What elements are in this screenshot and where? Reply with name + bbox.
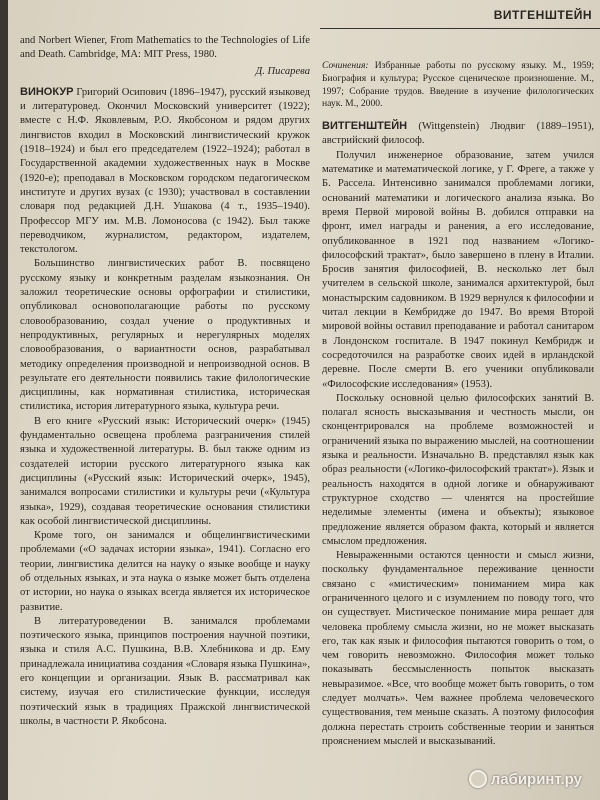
entry-wittgenstein-intro <box>322 119 594 149</box>
vinokur-paragraph: Большинство лингвистических работ В. посвящено русскому языку и конкретным разделам языкознания. Он заложил теоретические основы орфографии и стилистики, опубликовал основополагающие работы по русскому словообразованию, создал учение о продуктивных и непродуктивных, регулярных и нерегулярных моделях словообразования, о вариантности основ, разрабатывал методику определения производной и непроизводной основ. В результате его деятельности появились такие филологические дисциплины, как нормативная стилистика, историческая стилистика, история литературного языка, культура речи. <box>20 258 310 413</box>
works-text: Избранные работы по русскому языку. М., 1959; Биография и культура; Русское сценическое произношение. М., 1997; Собрание трудов. Введение в изучение филологических наук. М., 2000. <box>322 60 595 110</box>
entry-vinokur-intro <box>20 85 310 258</box>
wittgenstein-paragraph: Невыраженными остаются ценности и смысл жизни, поскольку фундаментальное переживание ценности связано с «мистическим» пониманием мира как ограниченного целого и с изумлением по поводу того, что он существует. Мистическое понимание мира решает для человека проблему смысла жизни, но не может высказать его, так как язык и философия пытаются говорить о том, о чем говорить невозможно. Философия может только показывать бессмысленность попыток высказать невыразимое. «Все, что вообще может быть говорить, о том следует молчать». Чем важнее проблема человеческого существования, тем меньше сказать. А поэтому философия должна перестать строить собственные теории и заняться прояснением мыслей и высказываний. <box>322 550 594 747</box>
author-signature: Д. Писарева <box>255 65 310 77</box>
right-column <box>322 60 594 749</box>
vinokur-paragraph: В литературоведении В. занимался проблемами поэтического языка, принципов построения научной поэтики, языка и стиля А.С. Пушкина, В.В. Хлебникова и др. Ему принадлежала инициатива создания «Словаря языка Пушкина», его концепции и организации. Язык В. рассматривал как систему, изучая его стилистические функции, исследуя поэтический язык в традициях Пражской лингвистической школы, в частности Р. Якобсона. <box>20 615 310 727</box>
works-label: Сочинения: <box>322 60 369 71</box>
continuation-reference: and Norbert Wiener, From Mathematics to the Technologies of Life and Death. Cambridge, MA: MIT Press, 1980. <box>20 35 310 61</box>
vinokur-paragraph: Кроме того, он занимался и общелингвистическими проблемами («О задачах истории языка», 1941). Согласно его теории, лингвистика делится на науку о языке вообще и науку об отдельных языках, и эта наука о языке может быть отделена от истории, но наука о языках всегда является их историческое развитие. <box>20 530 310 613</box>
wittgenstein-intro-text: (Wittgenstein) Людвиг (1889–1951), австрийский философ. <box>322 121 594 147</box>
left-column <box>20 34 310 729</box>
headword-wittgenstein: ВИТГЕНШТЕЙН <box>322 120 408 133</box>
wittgenstein-paragraph: Получил инженерное образование, затем учился математике и математической логике, у Г. Фреге, а также у Б. Рассела. Интенсивно занимался проблемами логики, оснований математики и логического анализа языка. Во время Первой мировой войны В. добился отправки на фронт, имел награды и ранения, а его исследование, опубликованное в 1921 под названием «Логико-философский трактат», было завершено в плену в Италии. Бросив занятия философией, В. несколько лет был учителем в сельской школе, занимался архитектурой, был монастырским садовником. В 1929 вернулся к философии и читал лекции в Кембридже до 1947. Во время Второй мировой войны оставил преподавание и работал санитаром в Лондонском госпитале. В 1947 покинул Кембридж и сосредоточился на разработке своих идей в ирландской деревне. После смерти В. его ученики опубликовали «Философские исследования» (1953). <box>322 149 594 390</box>
book-page <box>8 0 600 800</box>
labirint-logo-icon <box>469 770 487 788</box>
wittgenstein-paragraph: Поскольку основной целью философских занятий В. полагал ясность высказывания и честность мысли, он сконцентрировался на проблеме возможностей и ограничений языка по выражению мыслей, на соотношении языка и реальности. Изначально В. представлял язык как образ реальности («Логико-философский трактат»). Язык и реальность находятся в одной логике и обнаруживают структурное сходство — членятся на простейшие неделимые элементы (имена и объекты); языковое предложение является образом факта, который и является смыслом предложения. <box>322 392 594 547</box>
vinokur-intro-text: Григорий Осипович (1896–1947), русский языковед и литературовед. Окончил Московский университет (1922); вместе с Н.Ф. Яковлевым, Р.О. Якобсоном и рядом других лингвистов входил в Московский лингвистический кружок (1918–1924) и был его председателем (1922–1924); работал в Государственной академии художественных наук в Москве (1920-е); преподавал в Московском городском педагогическом институте и других вузах (с 1930); участвовал в составлении словаря под редакцией Д.Н. Ушакова (4 т., 1935–1940). Профессор МГУ им. М.В. Ломоносова (с 1942). Был также переводчиком, журналистом, редактором, издателем, текстологом. <box>20 86 310 256</box>
headword-vinokur: ВИНОКУР <box>20 85 74 98</box>
running-head: ВИТГЕНШТЕЙН <box>493 8 592 22</box>
watermark <box>469 770 582 788</box>
vinokur-paragraph: В его книге «Русский язык: Исторический очерк» (1945) фундаментально освещена проблема разграничения стилей языка и художественной литературы. В. был также одним из создателей истории русского литературного языка как дисциплины («Русский язык: Исторический очерк», 1945), занимался вопросами стилистики и культуры речи («Культура языка», 1929), создавая теоретические основания стилистики как особой лингвистической дисциплины. <box>20 415 310 527</box>
header-rule <box>320 28 600 29</box>
works-list <box>322 60 594 111</box>
watermark-text: лабиринт.ру <box>490 770 582 788</box>
